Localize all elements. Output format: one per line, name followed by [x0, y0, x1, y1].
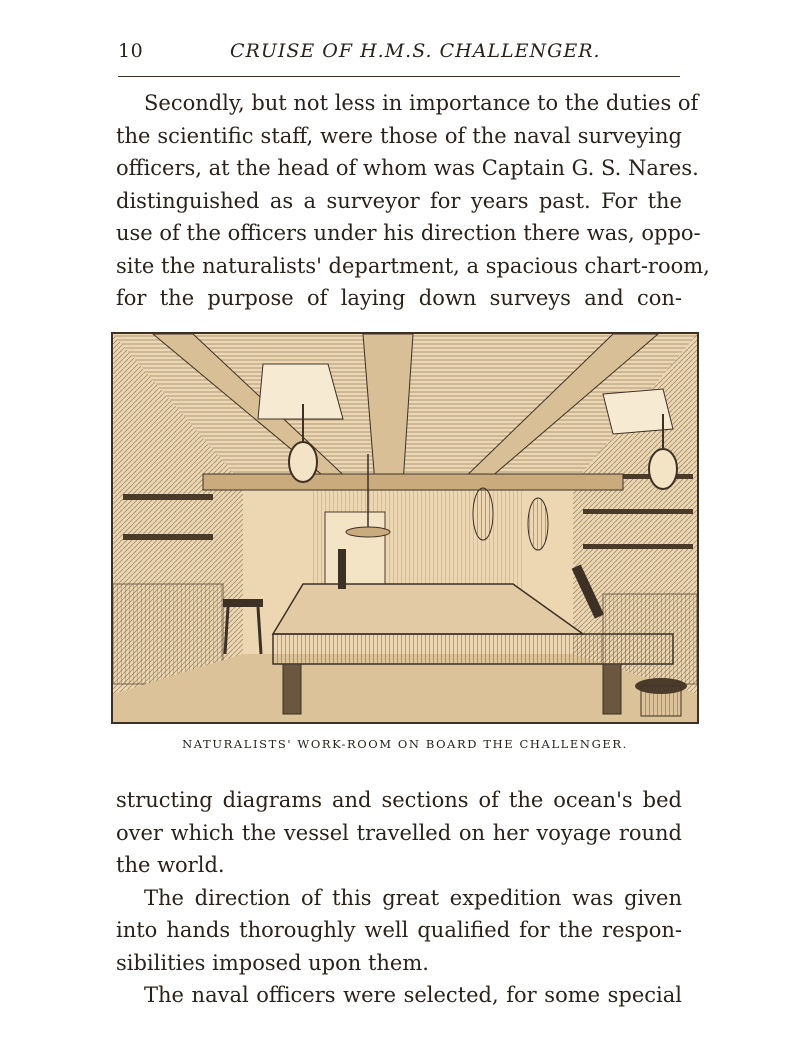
page-header: [118, 38, 680, 68]
cross-beam: [203, 474, 623, 490]
text-line: into hands thoroughly well qualified for the respon-: [116, 918, 682, 942]
paragraph-top: [116, 87, 710, 315]
stool-base: [641, 686, 681, 716]
hanging-bird: [528, 498, 548, 550]
hanging-bird: [473, 488, 493, 540]
text-line: The naval officers were selected, for some special: [144, 983, 682, 1007]
workroom-engraving: [113, 334, 697, 722]
paragraph-bottom: [116, 784, 682, 1012]
left-shelf: [123, 494, 213, 500]
hanging-scale: [346, 527, 390, 537]
text-line: over which the vessel travelled on her voyage round: [116, 820, 682, 845]
text-line: sibilities imposed upon them.: [116, 950, 429, 975]
right-shelf: [583, 544, 693, 549]
text-line: officers, at the head of whom was Captain G. S. Nares.: [116, 156, 699, 180]
microscope: [338, 549, 346, 589]
engraving-illustration: [111, 332, 699, 724]
page-number: 10: [118, 40, 144, 62]
skylight: [258, 364, 343, 419]
table-leg: [603, 664, 621, 714]
right-shelf: [583, 509, 693, 514]
text-line: the scientific staff, were those of the naval surveying: [116, 123, 682, 148]
text-line: The direction of this great expedition was given: [144, 885, 682, 910]
text-line: structing diagrams and sections of the ocean's bed: [116, 788, 682, 812]
text-line: site the naturalists' department, a spacious chart-room,: [116, 253, 710, 278]
hanging-lamp: [289, 442, 317, 482]
header-rule: [118, 76, 680, 77]
doorway: [325, 512, 385, 592]
work-table-front: [273, 634, 673, 664]
left-shelf: [123, 534, 213, 540]
text-line: use of the officers under his direction there was, oppo-: [116, 221, 701, 245]
figure-caption: NATURALISTS' WORK-ROOM ON BOARD THE CHALLENGER.: [182, 737, 628, 751]
text-line: the world.: [116, 853, 225, 877]
text-line: Secondly, but not less in importance to the duties of: [144, 91, 699, 115]
running-title: CRUISE OF H.M.S. CHALLENGER.: [230, 40, 601, 62]
table-leg: [283, 664, 301, 714]
text-line: distinguished as a surveyor for years past. For the: [116, 188, 682, 213]
hanging-lamp: [649, 449, 677, 489]
text-line: for the purpose of laying down surveys and con-: [116, 286, 682, 310]
chair: [223, 599, 263, 607]
